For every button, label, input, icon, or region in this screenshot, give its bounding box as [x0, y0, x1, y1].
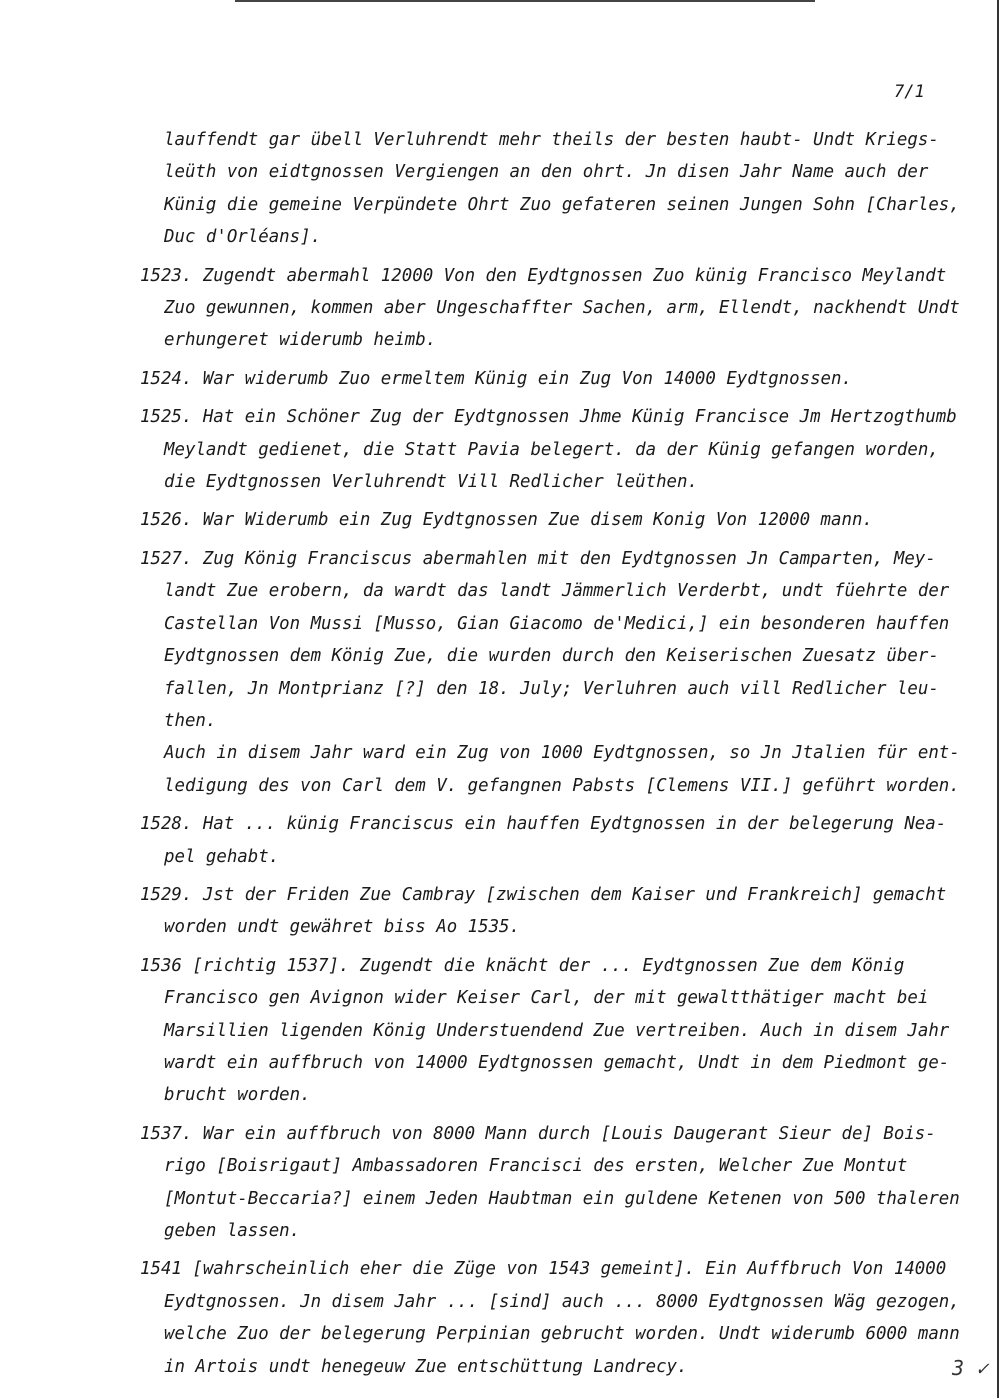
entry-continuation-line: landt Zue erobern, da wardt das landt Jämmerlich Verderbt, undt füehrte der [164, 581, 950, 602]
entry-continuation-line: Meylandt gedienet, die Statt Pavia belegert. da der Künig gefangen worden, [164, 439, 939, 460]
text-line: leüth von eidtgnossen Vergiengen an den ohrt. Jn disen Jahr Name auch der [164, 162, 929, 183]
scan-edge-top [235, 0, 815, 2]
year-entry [140, 363, 940, 395]
entry-first-line: 1526. War Widerumb ein Zug Eydtgnossen Zue disem Konig Von 12000 mann. [140, 510, 873, 531]
year-entry [140, 808, 947, 873]
page-number: 7/1 [894, 82, 925, 102]
entry-first-line: 1524. War widerumb Zuo ermeltem Künig ein Zug Von 14000 Eydtgnossen. [140, 368, 852, 389]
entry-continuation-line: Zuo gewunnen, kommen aber Ungeschaffter Sachen, arm, Ellendt, nackhendt Undt [164, 298, 960, 319]
entry-continuation-line: rigo [Boisrigaut] Ambassadoren Francisci des ersten, Welcher Zue Montut [164, 1156, 908, 1177]
year-entry [140, 504, 940, 536]
entry-first-line: 1536 [richtig 1537]. Zugendt die knächt der ... Eydtgnossen Zue dem König [140, 955, 905, 976]
year-entries [140, 260, 960, 1383]
entry-continuation-line: fallen, Jn Montprianz [?] den 18. July; Verluhren auch vill Redlicher leu- [164, 678, 939, 699]
year-entry [140, 879, 947, 944]
entry-continuation-line: Eydtgnossen dem König Zue, die wurden durch den Keiserischen Zuesatz über- [164, 646, 939, 667]
entry-continuation-line: [Montut-Beccaria?] einem Jeden Haubtman ein guldene Ketenen von 500 thaleren [164, 1188, 960, 1209]
entry-first-line: 1528. Hat ... künig Franciscus ein hauffen Eydtgnossen in der belegerung Nea- [140, 814, 947, 835]
year-entry [140, 1118, 960, 1248]
entry-continuation-line: geben lassen. [164, 1221, 301, 1241]
entry-continuation-line: Auch in disem Jahr ward ein Zug von 1000 Eydtgnossen, so Jn Jtalien für ent- [164, 743, 960, 764]
entry-continuation-line: Francisco gen Avignon wider Keiser Carl, der mit gewaltthätiger macht bei [164, 988, 929, 1009]
entry-continuation-line: worden undt gewähret biss Ao 1535. [164, 917, 520, 938]
entry-continuation-line: Marsillien ligenden König Understuendend Zue vertreiben. Auch in disem Jahr [164, 1020, 950, 1041]
scan-edge-right [997, 0, 999, 1398]
document-text [140, 124, 960, 1389]
text-line: Duc d'Orléans]. [164, 227, 322, 248]
entry-first-line: 1527. Zug König Franciscus abermahlen mit den Eydtgnossen Jn Camparten, Mey- [140, 548, 936, 569]
entry-continuation-line: pel gehabt. [164, 846, 280, 867]
year-entry [140, 1253, 960, 1383]
text-line: lauffendt gar übell Verluhrendt mehr theils der besten haubt- Undt Kriegs- [164, 130, 939, 150]
entry-continuation-line: die Eydtgnossen Verluhrendt Vill Redlicher leüthen. [164, 472, 698, 493]
entry-continuation-line: welche Zuo der belegerung Perpinian gebrucht worden. Undt widerumb 6000 mann [164, 1324, 960, 1345]
entry-continuation-line: brucht worden. [164, 1085, 311, 1106]
entry-first-line: 1537. War ein auffbruch von 8000 Mann durch [Louis Daugerant Sieur de] Bois- [140, 1123, 936, 1144]
handwritten-corner-mark: 3 ✓ [952, 1356, 989, 1380]
entry-first-line: 1523. Zugendt abermahl 12000 Von den Eydtgnossen Zuo künig Francisco Meylandt [140, 265, 947, 286]
entry-continuation-line: Castellan Von Mussi [Musso, Gian Giacomo de'Medici,] ein besonderen hauffen [164, 613, 950, 634]
text-line: Künig die gemeine Verpündete Ohrt Zuo gefateren seinen Jungen Sohn [Charles, [164, 194, 960, 215]
entry-first-line: 1529. Jst der Friden Zue Cambray [zwischen dem Kaiser und Frankreich] gemacht [140, 884, 947, 905]
entry-first-line: 1541 [wahrscheinlich eher die Züge von 1543 gemeint]. Ein Auffbruch Von 14000 [140, 1259, 947, 1280]
entry-continuation-line: wardt ein auffbruch von 14000 Eydtgnossen gemacht, Undt in dem Piedmont ge- [164, 1052, 950, 1073]
entry-continuation-line: erhungeret widerumb heimb. [164, 330, 437, 351]
intro-paragraph [140, 124, 960, 254]
entry-continuation-line: Eydtgnossen. Jn disem Jahr ... [sind] auch ... 8000 Eydtgnossen Wäg gezogen, [164, 1291, 960, 1312]
entry-continuation-line: in Artois undt henegeuw Zue entschüttung Landrecy. [164, 1356, 688, 1377]
entry-continuation-line: ledigung des von Carl dem V. gefangnen Pabsts [Clemens VII.] geführt worden. [164, 775, 960, 796]
entry-first-line: 1525. Hat ein Schöner Zug der Eydtgnossen Jhme Künig Francisce Jm Hertzogthumb [140, 407, 957, 428]
year-entry [140, 401, 957, 498]
entry-continuation-line: then. [164, 710, 217, 731]
year-entry [140, 950, 950, 1112]
year-entry [140, 260, 960, 357]
year-entry [140, 543, 960, 802]
